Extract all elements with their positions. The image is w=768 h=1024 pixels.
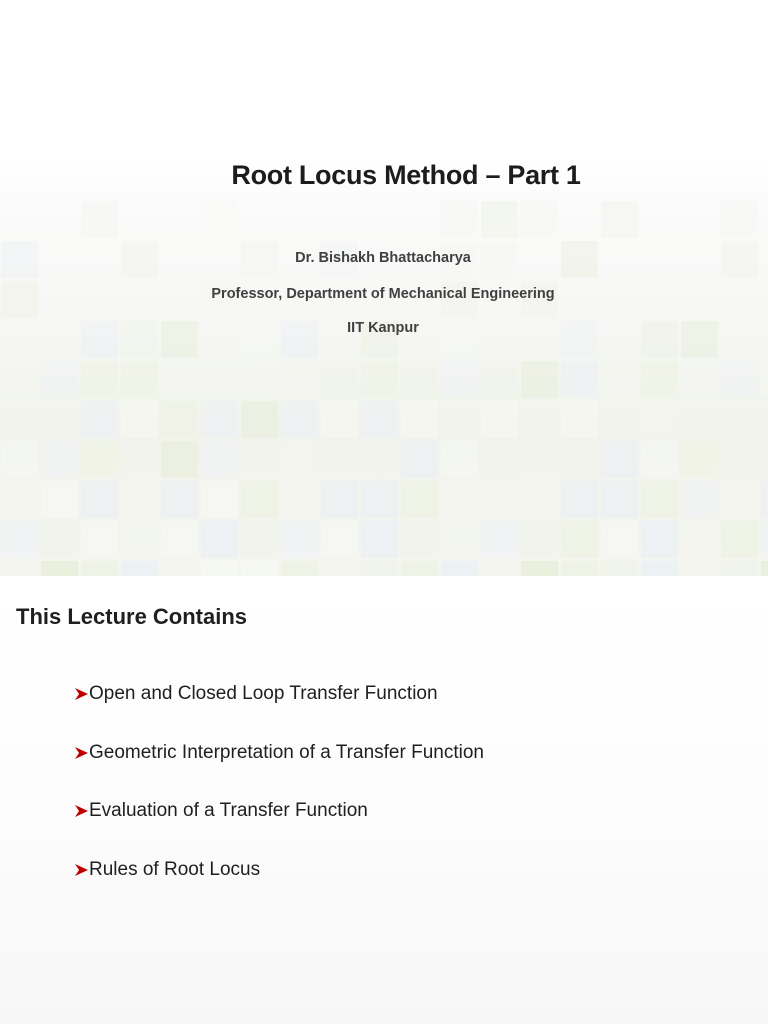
mosaic-tile: [1, 561, 38, 576]
slide-title: Root Locus Method – Part 1: [231, 160, 581, 190]
list-item-label: Open and Closed Loop Transfer Function: [89, 683, 438, 704]
list-item-label: Rules of Root Locus: [89, 858, 261, 880]
mosaic-tile: [241, 521, 278, 558]
mosaic-tile: [641, 361, 678, 398]
mosaic-tile: [441, 361, 478, 398]
list-item: [74, 800, 484, 859]
mosaic-tile: [521, 561, 558, 576]
mosaic-tile: [441, 561, 478, 576]
contents-slide: [0, 576, 768, 1024]
mosaic-tile: [321, 481, 358, 518]
mosaic-tile: [681, 521, 718, 558]
mosaic-tile: [721, 481, 758, 518]
mosaic-tile: [121, 401, 158, 438]
mosaic-tile: [721, 521, 758, 558]
mosaic-tile: [681, 561, 718, 576]
mosaic-tile: [401, 481, 438, 518]
arrow-bullet-icon: [74, 862, 89, 878]
mosaic-tile: [321, 521, 358, 558]
mosaic-tile: [721, 201, 758, 238]
mosaic-tile: [81, 481, 118, 518]
mosaic-tile: [761, 561, 768, 576]
mosaic-tile: [281, 441, 318, 478]
author-affiliation: Professor, Department of Mechanical Engineering: [211, 286, 555, 302]
mosaic-tile: [161, 521, 198, 558]
mosaic-tile: [201, 401, 238, 438]
list-item-label: Evaluation of a Transfer Function: [89, 800, 368, 821]
mosaic-tile: [161, 441, 198, 478]
mosaic-tile: [121, 561, 158, 576]
mosaic-tile: [521, 521, 558, 558]
mosaic-tile: [361, 521, 398, 558]
mosaic-tile: [1, 521, 38, 558]
mosaic-tile: [81, 361, 118, 398]
mosaic-tile: [681, 481, 718, 518]
mosaic-tile: [41, 481, 78, 518]
mosaic-tile: [401, 441, 438, 478]
mosaic-tile: [241, 401, 278, 438]
mosaic-tile: [161, 401, 198, 438]
mosaic-tile: [281, 361, 318, 398]
arrow-bullet-icon: [74, 686, 89, 702]
mosaic-tile: [561, 361, 598, 398]
mosaic-tile: [601, 201, 638, 238]
mosaic-tile: [601, 441, 638, 478]
mosaic-tile: [81, 441, 118, 478]
mosaic-tile: [521, 201, 558, 238]
mosaic-tile: [81, 201, 118, 238]
mosaic-tile: [561, 441, 598, 478]
mosaic-tile: [121, 361, 158, 398]
mosaic-tile: [81, 561, 118, 576]
mosaic-tile: [641, 481, 678, 518]
mosaic-tile: [41, 361, 78, 398]
mosaic-tile: [201, 481, 238, 518]
mosaic-tile: [561, 401, 598, 438]
mosaic-tile: [201, 201, 238, 238]
mosaic-tile: [561, 561, 598, 576]
mosaic-tile: [521, 361, 558, 398]
mosaic-tile: [561, 521, 598, 558]
mosaic-tile: [201, 441, 238, 478]
mosaic-tile: [641, 521, 678, 558]
mosaic-tile: [241, 561, 278, 576]
mosaic-tile: [481, 521, 518, 558]
mosaic-tile: [641, 441, 678, 478]
mosaic-tile: [761, 441, 768, 478]
mosaic-tile: [601, 521, 638, 558]
mosaic-tile: [321, 361, 358, 398]
list-item: [74, 859, 484, 918]
mosaic-tile: [41, 441, 78, 478]
mosaic-tile: [721, 361, 758, 398]
mosaic-tile: [41, 521, 78, 558]
mosaic-tile: [561, 481, 598, 518]
mosaic-tile: [441, 441, 478, 478]
mosaic-tile: [81, 401, 118, 438]
mosaic-tile: [481, 201, 518, 238]
mosaic-tile: [281, 561, 318, 576]
arrow-bullet-icon: [74, 745, 89, 761]
mosaic-tile: [761, 361, 768, 398]
mosaic-tile: [601, 561, 638, 576]
mosaic-tile: [321, 401, 358, 438]
author-institution: IIT Kanpur: [347, 320, 419, 336]
mosaic-tile: [361, 401, 398, 438]
mosaic-tile: [481, 361, 518, 398]
mosaic-tile: [361, 561, 398, 576]
mosaic-tile: [761, 521, 768, 558]
mosaic-tile: [201, 521, 238, 558]
mosaic-tile: [41, 561, 78, 576]
mosaic-tile: [721, 561, 758, 576]
mosaic-tile: [241, 481, 278, 518]
mosaic-tile: [681, 441, 718, 478]
mosaic-tile: [281, 481, 318, 518]
mosaic-tile: [601, 361, 638, 398]
arrow-bullet-icon: [74, 803, 89, 819]
mosaic-tile: [361, 481, 398, 518]
mosaic-tile: [641, 401, 678, 438]
mosaic-tile: [281, 521, 318, 558]
mosaic-tile: [481, 401, 518, 438]
contents-list: [74, 683, 484, 917]
mosaic-tile: [481, 441, 518, 478]
list-item: [74, 683, 484, 742]
list-item-label: Geometric Interpretation of a Transfer Function: [89, 741, 484, 763]
mosaic-tile: [361, 361, 398, 398]
mosaic-tile: [161, 481, 198, 518]
mosaic-tile: [601, 481, 638, 518]
mosaic-tile: [441, 201, 478, 238]
mosaic-tile: [401, 401, 438, 438]
list-item: [74, 742, 484, 801]
mosaic-tile: [641, 561, 678, 576]
contents-heading: This Lecture Contains: [16, 604, 248, 629]
mosaic-tile: [1, 441, 38, 478]
mosaic-tile: [401, 521, 438, 558]
mosaic-tile: [721, 441, 758, 478]
mosaic-tile: [201, 561, 238, 576]
mosaic-tile: [761, 481, 768, 518]
author-name: Dr. Bishakh Bhattacharya: [295, 250, 471, 266]
mosaic-tile: [81, 521, 118, 558]
mosaic-tile: [281, 401, 318, 438]
mosaic-tile: [401, 561, 438, 576]
mosaic-tile: [481, 481, 518, 518]
mosaic-tile: [401, 361, 438, 398]
